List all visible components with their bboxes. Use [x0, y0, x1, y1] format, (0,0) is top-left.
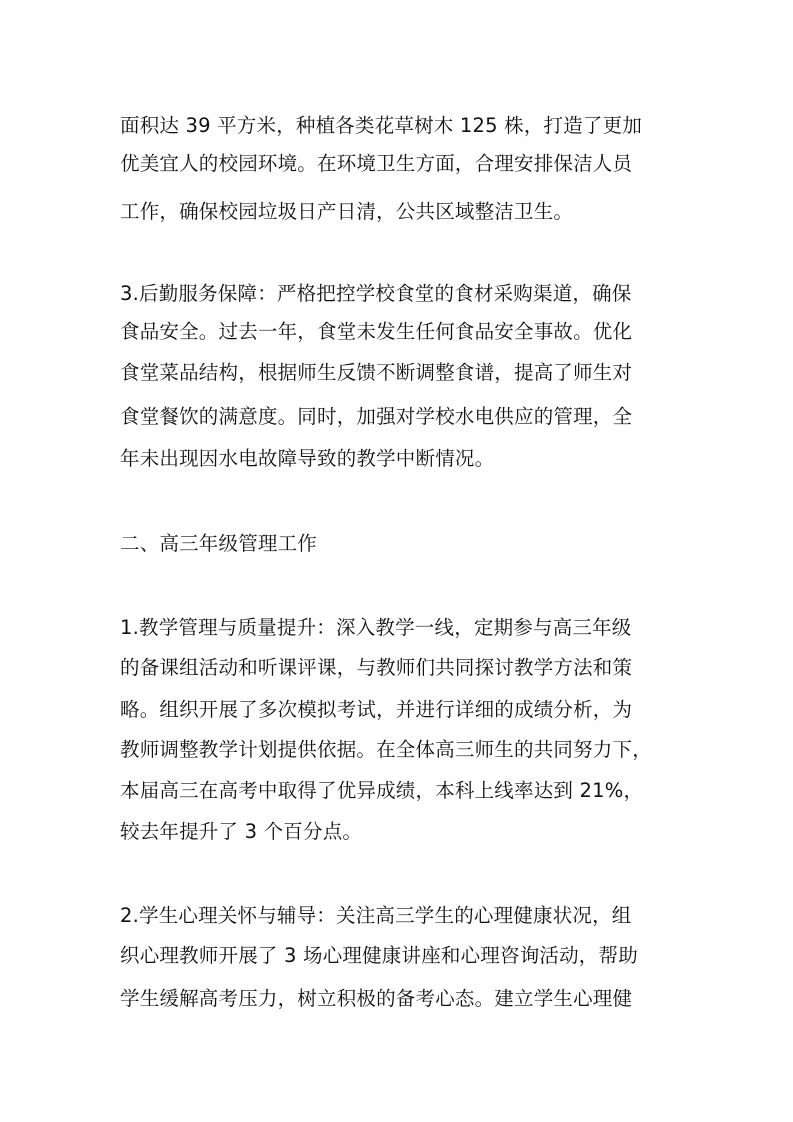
- paragraph-line: 2.学生心理关怀与辅导：关注高三学生的心理健康状况，组: [120, 904, 632, 927]
- paragraph-line: 3.后勤服务保障：严格把控学校食堂的食材采购渠道，确保: [120, 282, 632, 305]
- paragraph-line: 1.教学管理与质量提升：深入教学一线，定期参与高三年级: [120, 616, 632, 639]
- paragraph-line: 较去年提升了 3 个百分点。: [120, 820, 363, 843]
- paragraph-line: 工作，确保校园垃圾日产日清，公共区域整洁卫生。: [120, 200, 574, 223]
- paragraph-line: 织心理教师开展了 3 场心理健康讲座和心理咨询活动，帮助: [120, 944, 638, 967]
- paragraph-line: 优美宜人的校园环境。在环境卫生方面，合理安排保洁人员: [120, 152, 633, 175]
- paragraph-line: 年未出现因水电故障导致的教学中断情况。: [120, 447, 495, 470]
- paragraph-line: 食堂餐饮的满意度。同时，加强对学校水电供应的管理，全: [120, 405, 633, 428]
- paragraph-line: 教师调整教学计划提供依据。在全体高三师生的共同努力下，: [120, 738, 652, 761]
- paragraph-line: 略。组织开展了多次模拟考试，并进行详细的成绩分析，为: [120, 698, 633, 721]
- paragraph-line: 食堂菜品结构，根据师生反馈不断调整食谱，提高了师生对: [120, 361, 633, 384]
- paragraph-line: 食品安全。过去一年，食堂未发生任何食品安全事故。优化: [120, 320, 633, 343]
- paragraph-line: 学生缓解高考压力，树立积极的备考心态。建立学生心理健: [120, 987, 633, 1010]
- paragraph-line: 面积达 39 平方米，种植各类花草树木 125 株，打造了更加: [120, 114, 643, 137]
- paragraph-line: 的备课组活动和听课评课，与教师们共同探讨教学方法和策: [120, 656, 633, 679]
- section-heading: 二、高三年级管理工作: [120, 532, 318, 555]
- paragraph-line: 本届高三在高考中取得了优异成绩，本科上线率达到 21%，: [120, 779, 644, 802]
